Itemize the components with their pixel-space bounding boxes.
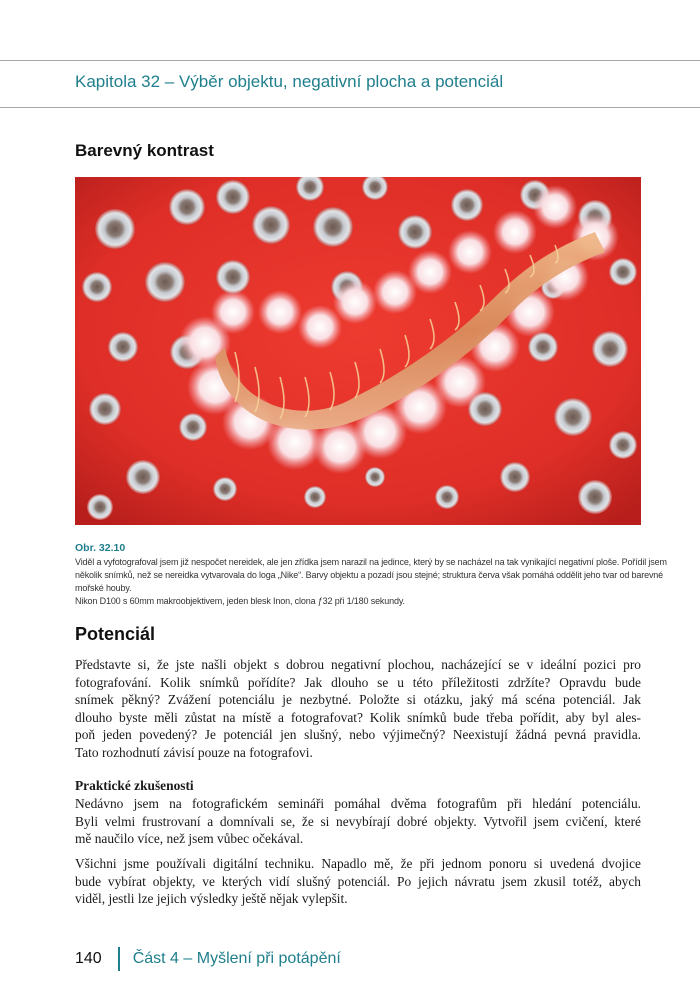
text-line: Představte si, že jste našli objekt s dobrou negativní plochou, nacházející se v ideální pozici pro [75,657,641,672]
part-title: Část 4 – Myšlení při potápění [132,950,341,967]
text-line: viděl, jestli lze jejich výsledky ještě nějak vylepšit. [75,891,348,907]
fireworm-photo-graphic [75,177,641,525]
text-line: bude vybírat objekty, ve kterých vidí slušný potenciál. Po jejich návratu jsem zkusil totéž, abych [75,873,641,889]
section-title-barevny-kontrast: Barevný kontrast [75,141,214,160]
text-line: fotografování. Kolik snímků pořídíte? Jak dlouho se u této příležitosti zdržíte? Opravdu bude [75,674,641,690]
text-line: Tato rozhodnutí závisí pouze na fotografovi. [75,744,313,760]
text-line: snímek pěkný? Zvážení potenciálu je nezbytné. Položte si otázku, jaký má scéna potenciál. Jak [75,692,641,708]
page-number: 140 [75,950,102,967]
paragraph-zkusenosti-2 [75,855,641,908]
chapter-title: Kapitola 32 – Výběr objektu, negativní plocha a potenciál [75,72,504,91]
paragraph-potencial [75,656,641,762]
caption-line: Viděl a vyfotografoval jsem již nespočet nereidek, ale jen zřídka jsem narazil na jedince, který by se nacházel na tak vynikající negativní ploše. Pořídil jsem [75,557,667,567]
text-line: dlouho byste měli zůstat na místě a fotografovat? Kolik snímků bude třeba pořídit, aby byl ales- [75,709,641,725]
text-line: Všichni jsme používali digitální techniku. Napadlo mě, že při jednom ponoru si uvedená dvojice [75,856,641,871]
caption-line: mořské houby. [75,583,132,593]
figure-caption [75,542,667,608]
section-title-potencial: Potenciál [75,624,156,644]
paragraph-zkusenosti-1 [75,795,641,848]
subheading-prakticke-zkusenosti: Praktické zkušenosti [75,778,194,793]
figure-label: Obr. 32.10 [75,542,126,554]
fireworm-photo [75,177,641,525]
header-bottom-rule [0,107,700,108]
text-line: Nedávno jsem na fotografickém semináři pomáhal dvěma fotografům při hledání potenciálu. [75,796,641,811]
caption-line: Nikon D100 s 60mm makroobjektivem, jeden blesk Inon, clona ƒ32 při 1/180 sekundy. [75,596,405,606]
text-line: mě naučilo více, než jsem vůbec očekával. [75,831,304,847]
caption-line: několik snímků, než se nereidka vytvarovala do loga „Nike“. Barvy objektu a pozadí jsou stejné; struktura červa však pomáhá oddělit jeho tvar od barevné [75,570,664,580]
page-footer [75,946,341,972]
footer-divider [118,947,120,971]
text-line: poň jeden povedený? Je potenciál jen slušný, nebo výjimečný? Neexistují žádná pevná pravidla. [75,727,641,743]
header-top-rule [0,60,700,61]
text-line: Byli velmi frustrovaní a domnívali se, že si nevybírají dobré objekty. Vytvořil jsem cvičení, které [75,813,641,829]
